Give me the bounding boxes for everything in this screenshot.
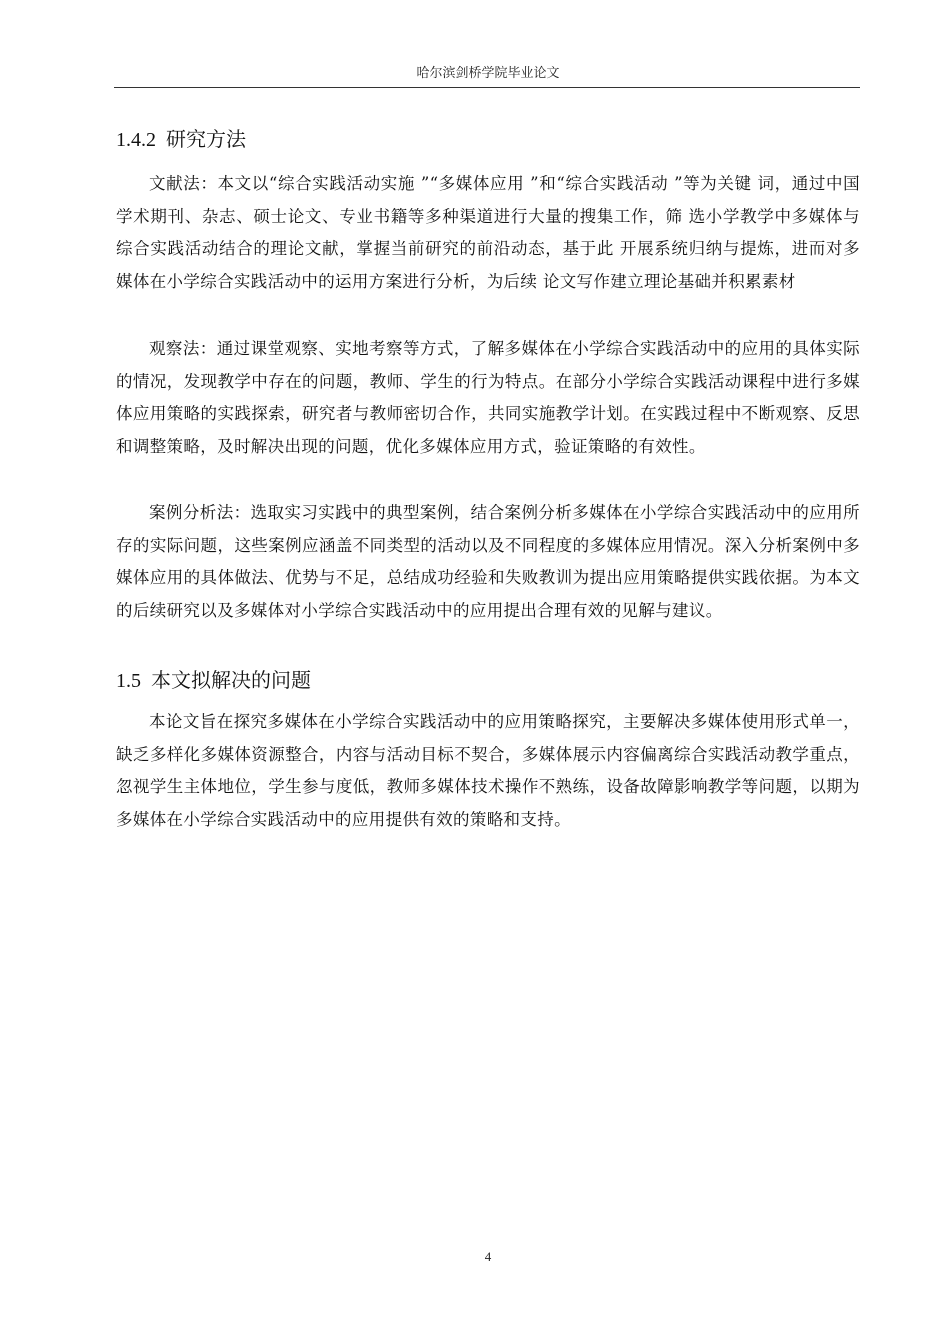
section-title: 本文拟解决的问题 [151,668,311,692]
section-number: 1.4.2 [116,129,156,151]
section-heading-1-5 [116,666,311,695]
section-title: 研究方法 [166,127,246,151]
section-heading-1-4-2 [116,125,246,154]
paragraph-observation-method: 观察法：通过课堂观察、实地考察等方式，了解多媒体在小学综合实践活动中的应用的具体实际的情况，发现教学中存在的问题，教师、学生的行为特点。在部分小学综合实践活动课程中进行多媒体应用策略的实践探索，研究者与教师密切合作，共同实施教学计划。在实践过程中不断观察、反思和调整策略，及时解决出现的问题，优化多媒体应用方式，验证策略的有效性。 [116,339,860,456]
page-number: 4 [484,1249,492,1264]
paragraph-case-analysis-method: 案例分析法：选取实习实践中的典型案例，结合案例分析多媒体在小学综合实践活动中的应用所存的实际问题，这些案例应涵盖不同类型的活动以及不同程度的多媒体应用情况。深入分析案例中多媒体应用的具体做法、优势与不足，总结成功经验和失败教训为提出应用策略提供实践依据。为本文的后续研究以及多媒体对小学综合实践活动中的应用提出合理有效的见解与建议。 [116,503,860,620]
running-header: 哈尔滨剑桥学院毕业论文 [416,66,560,81]
paragraph-literature-method: 文献法：本文以“综合实践活动实施 ”“多媒体应用 ”和“综合实践活动 ”等为关键 词，通过中国学术期刊、杂志、硕士论文、专业书籍等多种渠道进行大量的搜集工作，筛 选小学教学中多媒体与综合实践活动结合的理论文献，掌握当前研究的前沿动态，基于此 开展系统归纳与提炼，进而对多媒体在小学综合实践活动中的运用方案进行分析，为后续 论文写作建立理论基础并积累素材 [116,174,860,291]
header-divider [114,87,860,88]
paragraph-problems-to-solve: 本论文旨在探究多媒体在小学综合实践活动中的应用策略探究，主要解决多媒体使用形式单一，缺乏多样化多媒体资源整合，内容与活动目标不契合，多媒体展示内容偏离综合实践活动教学重点，忽视学生主体地位，学生参与度低，教师多媒体技术操作不熟练，设备故障影响教学等问题，以期为多媒体在小学综合实践活动中的应用提供有效的策略和支持。 [116,712,860,829]
section-number: 1.5 [116,670,141,692]
